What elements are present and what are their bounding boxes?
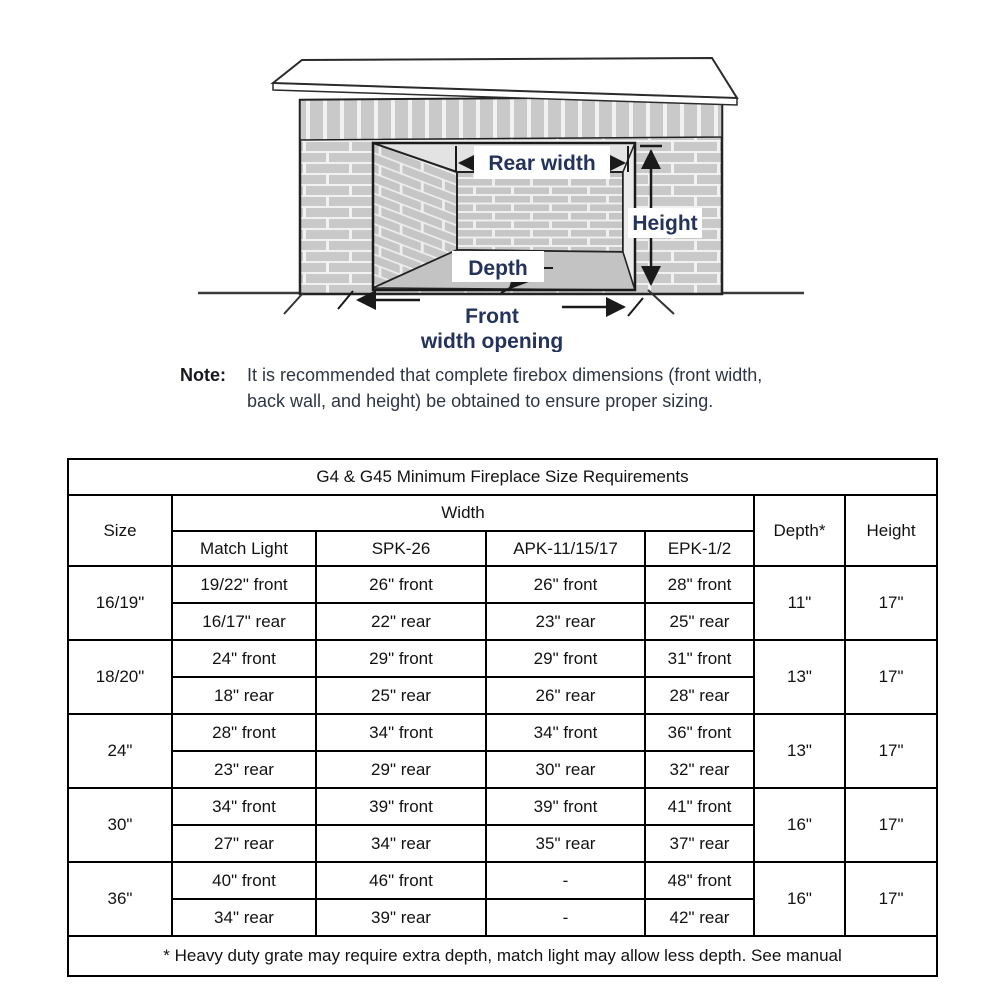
epk-front-cell: 48" front xyxy=(645,862,754,899)
height-cell: 17" xyxy=(845,714,937,788)
spk26-front-cell: 39" front xyxy=(316,788,486,825)
height-label: Height xyxy=(632,212,698,235)
width-header: Width xyxy=(172,495,754,531)
match-light-rear-cell: 34" rear xyxy=(172,899,316,936)
spk26-rear-cell: 25" rear xyxy=(316,677,486,714)
height-cell: 17" xyxy=(845,640,937,714)
table-row xyxy=(68,566,937,603)
soldier-course xyxy=(300,97,722,140)
spk26-front-cell: 34" front xyxy=(316,714,486,751)
table-header-row-1 xyxy=(68,495,937,531)
front-width-dimension xyxy=(338,291,643,352)
match-light-front-cell: 40" front xyxy=(172,862,316,899)
depth-cell: 16" xyxy=(754,862,845,936)
epk-rear-cell: 37" rear xyxy=(645,825,754,862)
note-label: Note: xyxy=(180,365,226,385)
apk-rear-cell: 35" rear xyxy=(486,825,645,862)
left-corner-line xyxy=(284,293,303,314)
epk-header: EPK-1/2 xyxy=(645,531,754,566)
depth-cell: 11" xyxy=(754,566,845,640)
size-cell: 30" xyxy=(68,788,172,862)
match-light-front-cell: 19/22" front xyxy=(172,566,316,603)
size-cell: 18/20" xyxy=(68,640,172,714)
front-width-label-line1: Front xyxy=(465,305,519,328)
match-light-rear-cell: 18" rear xyxy=(172,677,316,714)
apk-rear-cell: 30" rear xyxy=(486,751,645,788)
spk26-front-cell: 46" front xyxy=(316,862,486,899)
depth-cell: 16" xyxy=(754,788,845,862)
spk26-rear-cell: 22" rear xyxy=(316,603,486,640)
table-title-row xyxy=(68,459,937,495)
note-text xyxy=(247,362,870,414)
firebox-back-wall xyxy=(457,172,623,252)
apk-front-cell: - xyxy=(486,862,645,899)
spk26-front-cell: 29" front xyxy=(316,640,486,677)
note-block xyxy=(180,362,870,414)
rear-width-dimension xyxy=(456,146,628,179)
fireplace-diagram xyxy=(190,42,810,352)
table-row xyxy=(68,640,937,677)
epk-front-cell: 36" front xyxy=(645,714,754,751)
height-header: Height xyxy=(845,495,937,566)
spk26-rear-cell: 29" rear xyxy=(316,751,486,788)
height-cell: 17" xyxy=(845,566,937,640)
note-line1: It is recommended that complete firebox dimensions (front width, xyxy=(247,365,763,385)
match-light-front-cell: 34" front xyxy=(172,788,316,825)
apk-rear-cell: 26" rear xyxy=(486,677,645,714)
epk-rear-cell: 25" rear xyxy=(645,603,754,640)
epk-rear-cell: 42" rear xyxy=(645,899,754,936)
epk-rear-cell: 28" rear xyxy=(645,677,754,714)
match-light-header: Match Light xyxy=(172,531,316,566)
table-row xyxy=(68,788,937,825)
epk-front-cell: 41" front xyxy=(645,788,754,825)
match-light-rear-cell: 23" rear xyxy=(172,751,316,788)
depth-cell: 13" xyxy=(754,714,845,788)
mantel-slab xyxy=(273,58,737,105)
fireplace-size-table xyxy=(67,458,938,977)
table-row xyxy=(68,862,937,899)
epk-rear-cell: 32" rear xyxy=(645,751,754,788)
apk-front-cell: 26" front xyxy=(486,566,645,603)
front-width-label-line2: width opening xyxy=(420,330,564,352)
match-light-front-cell: 24" front xyxy=(172,640,316,677)
depth-label: Depth xyxy=(468,257,528,280)
size-cell: 16/19" xyxy=(68,566,172,640)
table-title: G4 & G45 Minimum Fireplace Size Requirements xyxy=(68,459,937,495)
table-footnote-row xyxy=(68,936,937,976)
spk26-header: SPK-26 xyxy=(316,531,486,566)
depth-cell: 13" xyxy=(754,640,845,714)
match-light-front-cell: 28" front xyxy=(172,714,316,751)
height-cell: 17" xyxy=(845,862,937,936)
apk-front-cell: 34" front xyxy=(486,714,645,751)
size-cell: 36" xyxy=(68,862,172,936)
size-cell: 24" xyxy=(68,714,172,788)
apk-front-cell: 39" front xyxy=(486,788,645,825)
apk-header: APK-11/15/17 xyxy=(486,531,645,566)
height-cell: 17" xyxy=(845,788,937,862)
spk26-rear-cell: 39" rear xyxy=(316,899,486,936)
apk-rear-cell: - xyxy=(486,899,645,936)
match-light-rear-cell: 27" rear xyxy=(172,825,316,862)
note-line2: back wall, and height) be obtained to ensure proper sizing. xyxy=(247,391,714,411)
match-light-rear-cell: 16/17" rear xyxy=(172,603,316,640)
table-row xyxy=(68,714,937,751)
footnote-cell: * Heavy duty grate may require extra depth, match light may allow less depth. See manual xyxy=(68,936,937,976)
size-header: Size xyxy=(68,495,172,566)
epk-front-cell: 28" front xyxy=(645,566,754,603)
spk26-front-cell: 26" front xyxy=(316,566,486,603)
apk-front-cell: 29" front xyxy=(486,640,645,677)
spk26-rear-cell: 34" rear xyxy=(316,825,486,862)
apk-rear-cell: 23" rear xyxy=(486,603,645,640)
epk-front-cell: 31" front xyxy=(645,640,754,677)
rear-width-label: Rear width xyxy=(488,152,596,175)
depth-header: Depth* xyxy=(754,495,845,566)
